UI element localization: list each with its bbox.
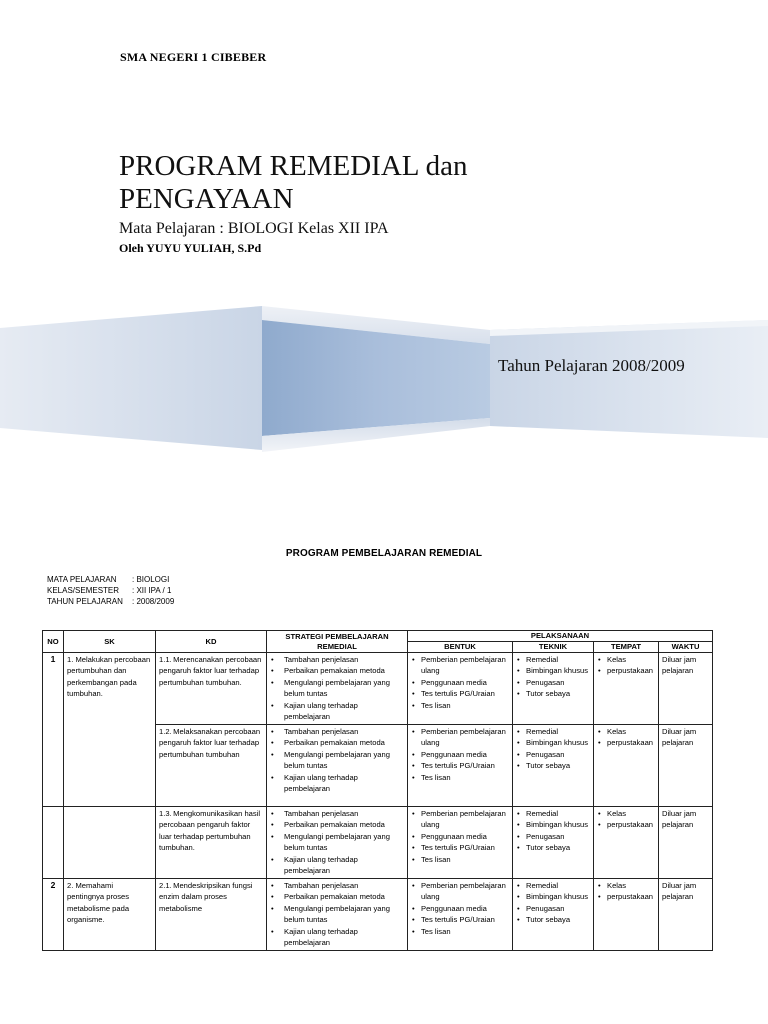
teknik-cell (513, 653, 594, 725)
list-item: • Perbaikan pemakaian metoda (270, 819, 404, 830)
meta-key: MATA PELAJARAN (47, 575, 117, 584)
list-item: • Kelas (597, 808, 655, 819)
meta-key: TAHUN PELAJARAN (47, 597, 123, 606)
list-item: • Bimbingan khusus (516, 819, 590, 830)
header-waktu: WAKTU (659, 642, 713, 653)
list-item: • Kajian ulang terhadap pembelajaran (270, 772, 404, 795)
list-item: • Kelas (597, 654, 655, 665)
kd-cell (156, 653, 267, 725)
sk-cell: 2. Memahami pentingnya proses metabolisme pada organisme. (64, 879, 156, 951)
kd-number: 1.3. (159, 809, 172, 818)
list-item: • Pemberian pembelajaran ulang (411, 654, 509, 677)
list-item: • Kelas (597, 726, 655, 737)
cover-title-line-2: PENGAYAAN (119, 183, 294, 215)
list-item: • Penugasan (516, 903, 590, 914)
table-header-row (43, 631, 713, 642)
header-bentuk: BENTUK (408, 642, 513, 653)
kd-text: Mengkomunikasikan hasil percobaan pengaruh faktor luar terhadap pertumbuhan tumbuhan. (159, 809, 261, 853)
kd-number: 1.1. (159, 655, 172, 664)
kd-text: Mendeskripsikan fungsi enzim dalam proses metabolisme (159, 881, 253, 913)
header-pelaksanaan: PELAKSANAAN (408, 631, 713, 642)
kd-cell (156, 807, 267, 879)
waktu-cell: Diluar jam pelajaran (659, 807, 713, 879)
waktu-cell: Diluar jam pelajaran (659, 653, 713, 725)
list-item: • Mengulangi pembelajaran yang belum tuntas (270, 831, 404, 854)
list-item: • Tutor sebaya (516, 688, 590, 699)
list-item: • Kajian ulang terhadap pembelajaran (270, 926, 404, 949)
list-item: • Tes tertulis PG/Uraian (411, 914, 509, 925)
cover-title (119, 150, 539, 216)
document-title: PROGRAM PEMBELAJARAN REMEDIAL (285, 548, 483, 559)
subject-line: Mata Pelajaran : BIOLOGI Kelas XII IPA (119, 220, 389, 237)
table-row (43, 653, 713, 725)
list-item: • Tes lisan (411, 926, 509, 937)
meta-row (47, 574, 174, 585)
list-item: • Penugasan (516, 749, 590, 760)
strategi-cell (267, 725, 408, 807)
list-item: • Pemberian pembelajaran ulang (411, 808, 509, 831)
school-name: SMA NEGERI 1 CIBEBER (120, 50, 267, 64)
kd-number: 1.2. (159, 727, 172, 736)
list-item: • Remedial (516, 880, 590, 891)
ribbon-right-panel (490, 320, 768, 438)
list-item: • Bimbingan khusus (516, 665, 590, 676)
kd-cell (156, 725, 267, 807)
list-item: • Tambahan penjelasan (270, 654, 404, 665)
remedial-program-table (42, 630, 713, 951)
list-item: • Penggunaan media (411, 831, 509, 842)
header-teknik: TEKNIK (513, 642, 594, 653)
tempat-cell (594, 879, 659, 951)
row-number: 2 (43, 879, 64, 951)
kd-cell (156, 879, 267, 951)
list-item: • Tutor sebaya (516, 842, 590, 853)
list-item: • Penggunaan media (411, 749, 509, 760)
list-item: • Penugasan (516, 831, 590, 842)
sk-cell (64, 807, 156, 879)
meta-value: : 2008/2009 (132, 597, 175, 606)
tempat-cell (594, 807, 659, 879)
list-item: • Tambahan penjelasan (270, 726, 404, 737)
tempat-cell (594, 653, 659, 725)
list-item: • Tes lisan (411, 854, 509, 865)
waktu-cell: Diluar jam pelajaran (659, 879, 713, 951)
list-item: • Bimbingan khusus (516, 891, 590, 902)
list-item: • Kajian ulang terhadap pembelajaran (270, 854, 404, 877)
kd-number: 2.1. (159, 881, 172, 890)
document-meta (47, 574, 174, 607)
list-item: • Perbaikan pemakaian metoda (270, 737, 404, 748)
list-item: • Kajian ulang terhadap pembelajaran (270, 700, 404, 723)
list-item: • Tambahan penjelasan (270, 808, 404, 819)
list-item: • Perbaikan pemakaian metoda (270, 665, 404, 676)
meta-key: KELAS/SEMESTER (47, 586, 120, 595)
header-sk: SK (64, 631, 156, 653)
meta-value: : XII IPA / 1 (132, 586, 172, 595)
sk-cell: 1. Melakukan percobaan pertumbuhan dan perkembangan pada tumbuhan. (64, 653, 156, 807)
tempat-cell (594, 725, 659, 807)
list-item: • Mengulangi pembelajaran yang belum tuntas (270, 903, 404, 926)
list-item: • perpustakaan (597, 891, 655, 902)
list-item: • Tes tertulis PG/Uraian (411, 842, 509, 853)
list-item: • Tes lisan (411, 772, 509, 783)
list-item: • Tes tertulis PG/Uraian (411, 760, 509, 771)
header-strategi: STRATEGI PEMBELAJARAN REMEDIAL (267, 631, 408, 653)
kd-text: Merencanakan percobaan pengaruh faktor luar terhadap pertumbuhan tumbuhan. (159, 655, 262, 687)
strategi-cell (267, 879, 408, 951)
cover-title-line-1: PROGRAM REMEDIAL dan (119, 150, 468, 182)
list-item: • Pemberian pembelajaran ulang (411, 726, 509, 749)
teknik-cell (513, 725, 594, 807)
bentuk-cell (408, 653, 513, 725)
list-item: • Remedial (516, 808, 590, 819)
list-item: • Tambahan penjelasan (270, 880, 404, 891)
list-item: • Mengulangi pembelajaran yang belum tuntas (270, 749, 404, 772)
list-item: • Kelas (597, 880, 655, 891)
list-item: • Remedial (516, 726, 590, 737)
list-item: • perpustakaan (597, 665, 655, 676)
list-item: • Tutor sebaya (516, 914, 590, 925)
author-line: Oleh YUYU YULIAH, S.Pd (119, 241, 262, 255)
list-item: • Mengulangi pembelajaran yang belum tuntas (270, 677, 404, 700)
list-item: • perpustakaan (597, 819, 655, 830)
decorative-ribbon-band (0, 300, 768, 455)
list-item: • Tes tertulis PG/Uraian (411, 688, 509, 699)
teknik-cell (513, 879, 594, 951)
bentuk-cell (408, 725, 513, 807)
kd-text: Melaksanakan percobaan pengaruh faktor luar terhadap pertumbuhan tumbuhan (159, 727, 261, 759)
list-item: • Tes lisan (411, 700, 509, 711)
list-item: • Pemberian pembelajaran ulang (411, 880, 509, 903)
bentuk-cell (408, 807, 513, 879)
table-row (43, 879, 713, 951)
table-row (43, 807, 713, 879)
list-item: • Remedial (516, 654, 590, 665)
row-number (43, 807, 64, 879)
strategi-cell (267, 807, 408, 879)
header-no: NO (43, 631, 64, 653)
list-item: • Perbaikan pemakaian metoda (270, 891, 404, 902)
list-item: • Tutor sebaya (516, 760, 590, 771)
meta-row (47, 585, 174, 596)
meta-row (47, 596, 174, 607)
header-tempat: TEMPAT (594, 642, 659, 653)
list-item: • Penugasan (516, 677, 590, 688)
list-item: • Penggunaan media (411, 903, 509, 914)
list-item: • Bimbingan khusus (516, 737, 590, 748)
strategi-cell (267, 653, 408, 725)
meta-value: : BIOLOGI (132, 575, 170, 584)
teknik-cell (513, 807, 594, 879)
list-item: • Penggunaan media (411, 677, 509, 688)
ribbon-left-panel (0, 306, 262, 450)
academic-year: Tahun Pelajaran 2008/2009 (498, 356, 685, 375)
row-number: 1 (43, 653, 64, 807)
bentuk-cell (408, 879, 513, 951)
header-kd: KD (156, 631, 267, 653)
waktu-cell: Diluar jam pelajaran (659, 725, 713, 807)
list-item: • perpustakaan (597, 737, 655, 748)
